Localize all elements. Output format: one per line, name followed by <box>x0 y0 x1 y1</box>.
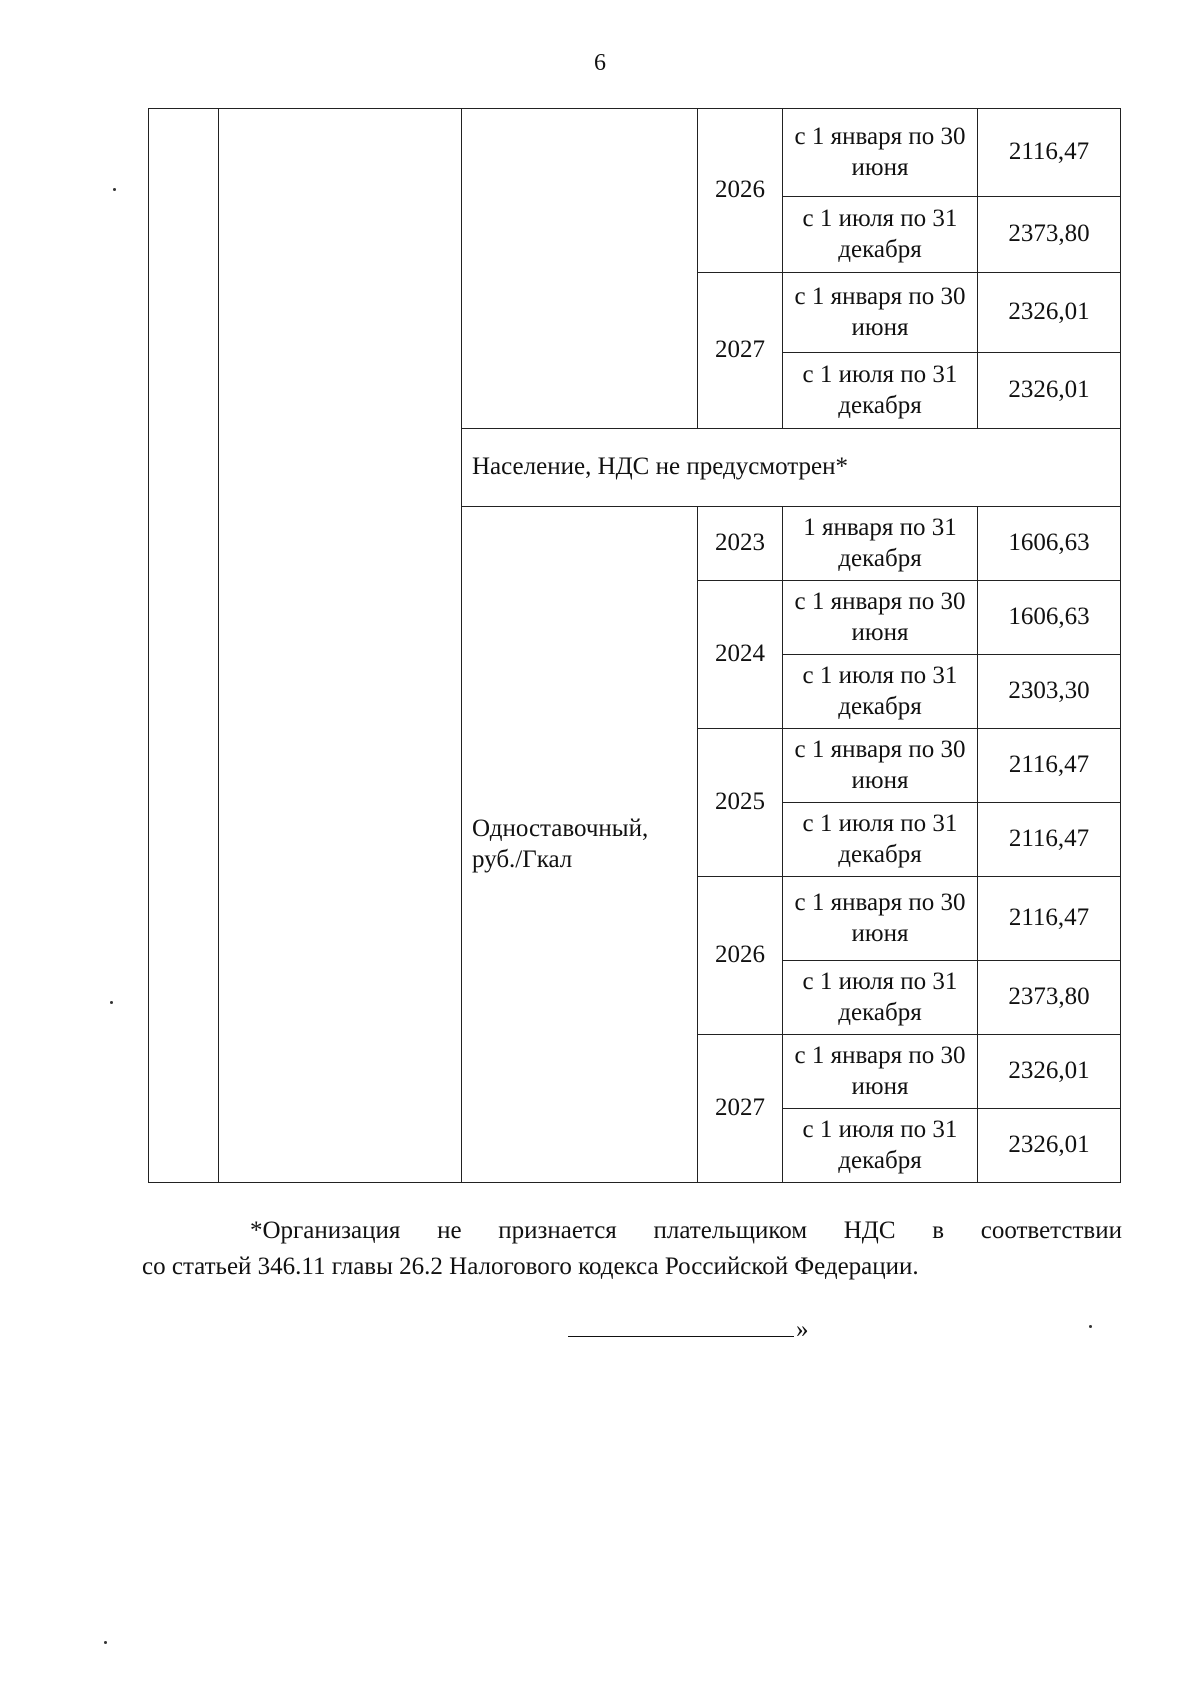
year-cell: 2026 <box>698 109 783 273</box>
value-cell: 2326,01 <box>978 1035 1121 1109</box>
value-cell: 1606,63 <box>978 581 1121 655</box>
value-cell: 2326,01 <box>978 273 1121 353</box>
scan-speck <box>104 1641 107 1644</box>
year-cell: 2026 <box>698 877 783 1035</box>
number-column-cell <box>149 109 219 1183</box>
table-row <box>149 109 1121 197</box>
value-cell: 2303,30 <box>978 655 1121 729</box>
year-cell: 2027 <box>698 273 783 429</box>
value-cell: 2326,01 <box>978 353 1121 429</box>
period-cell: с 1 января по 30 июня <box>783 877 978 961</box>
category-cell: Одноставочный, руб./Гкал <box>462 507 698 1183</box>
scan-speck <box>110 1001 113 1004</box>
period-cell: с 1 января по 30 июня <box>783 109 978 197</box>
period-cell: с 1 июля по 31 декабря <box>783 655 978 729</box>
organization-column-cell <box>219 109 462 1183</box>
period-cell: с 1 января по 30 июня <box>783 273 978 353</box>
tariff-table <box>148 108 1121 1183</box>
value-cell: 2373,80 <box>978 961 1121 1035</box>
value-cell: 2116,47 <box>978 803 1121 877</box>
period-cell: с 1 января по 30 июня <box>783 581 978 655</box>
end-mark <box>568 1316 809 1344</box>
value-cell: 2373,80 <box>978 197 1121 273</box>
value-cell: 1606,63 <box>978 507 1121 581</box>
period-cell: с 1 января по 30 июня <box>783 729 978 803</box>
value-cell: 2116,47 <box>978 729 1121 803</box>
closing-quote: » <box>796 1316 809 1343</box>
footnote-line-1: *Организация не признается плательщиком НДС в соответствии <box>250 1217 1122 1244</box>
signature-line <box>568 1318 794 1337</box>
footnote-line-2: со статьей 346.11 главы 26.2 Налогового кодекса Российской Федерации. <box>142 1252 919 1280</box>
value-cell: 2116,47 <box>978 877 1121 961</box>
footnote <box>142 1213 1122 1284</box>
scan-speck <box>1089 1325 1092 1328</box>
year-cell: 2024 <box>698 581 783 729</box>
year-cell: 2023 <box>698 507 783 581</box>
period-cell: с 1 июля по 31 декабря <box>783 1109 978 1183</box>
year-cell: 2025 <box>698 729 783 877</box>
scan-speck <box>113 188 116 191</box>
period-cell: 1 января по 31 декабря <box>783 507 978 581</box>
group-header-cell: Население, НДС не предусмотрен* <box>462 429 1121 507</box>
category-cell-empty <box>462 109 698 429</box>
value-cell: 2116,47 <box>978 109 1121 197</box>
period-cell: с 1 июля по 31 декабря <box>783 353 978 429</box>
period-cell: с 1 июля по 31 декабря <box>783 197 978 273</box>
year-cell: 2027 <box>698 1035 783 1183</box>
period-cell: с 1 июля по 31 декабря <box>783 803 978 877</box>
page-number: 6 <box>594 50 606 76</box>
period-cell: с 1 января по 30 июня <box>783 1035 978 1109</box>
value-cell: 2326,01 <box>978 1109 1121 1183</box>
period-cell: с 1 июля по 31 декабря <box>783 961 978 1035</box>
